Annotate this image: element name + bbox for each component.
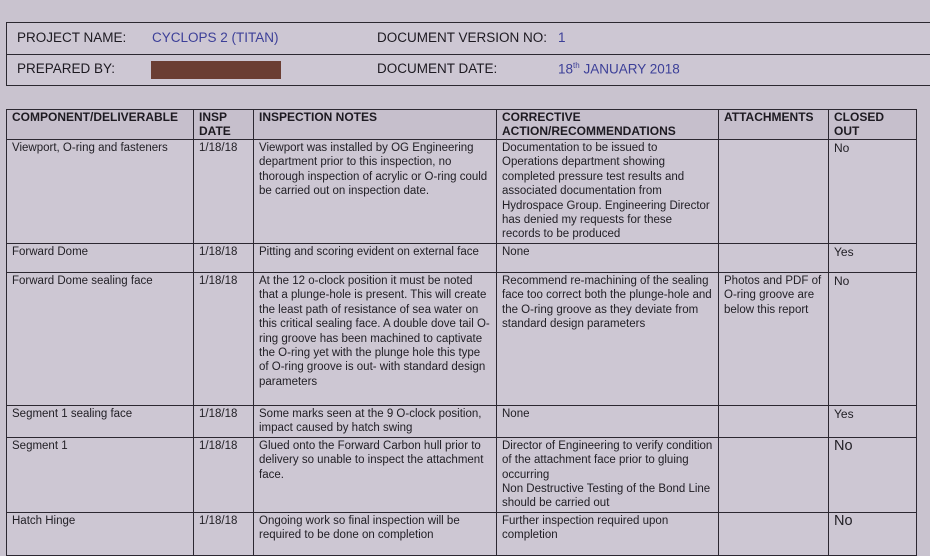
cell-attachments (719, 406, 829, 438)
col-header-closed-out: CLOSED OUT (829, 110, 917, 140)
cell-attachments (719, 244, 829, 273)
cell-corrective-action: Director of Engineering to verify condition of the attachment face prior to gluing occurring Non Destructive Testing of the Bond Line should be carried out (497, 437, 719, 512)
cell-inspection-notes: Pitting and scoring evident on external face (254, 244, 497, 273)
document-header (6, 22, 930, 86)
inspection-table (6, 109, 917, 556)
document-version-value: 1 (558, 30, 566, 45)
cell-inspection-notes: Some marks seen at the 9 O-clock position, impact caused by hatch swing (254, 406, 497, 438)
date-suffix: th (573, 61, 580, 70)
date-day: 18 (558, 61, 574, 77)
cell-component: Segment 1 (7, 437, 194, 512)
cell-attachments (719, 512, 829, 555)
prepared-by-label: PREPARED BY: (17, 61, 116, 76)
cell-attachments: Photos and PDF of O-ring groove are below this report (719, 273, 829, 406)
col-header-attachments: ATTACHMENTS (719, 110, 829, 140)
col-header-corrective-action: CORRECTIVE ACTION/RECOMMENDATIONS (497, 110, 719, 140)
col-header-insp-date: INSP DATE (194, 110, 254, 140)
cell-insp-date: 1/18/18 (194, 273, 254, 406)
cell-component: Segment 1 sealing face (7, 406, 194, 438)
cell-corrective-action: None (497, 406, 719, 438)
cell-attachments (719, 437, 829, 512)
cell-corrective-action: Further inspection required upon completion (497, 512, 719, 555)
table-row (7, 244, 917, 273)
document-version-label: DOCUMENT VERSION NO: (377, 30, 548, 45)
cell-insp-date: 1/18/18 (194, 512, 254, 555)
table-row (7, 437, 917, 512)
project-name-value: CYCLOPS 2 (TITAN) (152, 30, 279, 45)
cell-insp-date: 1/18/18 (194, 406, 254, 438)
table-row (7, 273, 917, 406)
cell-component: Forward Dome (7, 244, 194, 273)
cell-component: Viewport, O-ring and fasteners (7, 140, 194, 244)
cell-component: Forward Dome sealing face (7, 273, 194, 406)
header-row-prepared (7, 54, 930, 85)
cell-closed-out: No (829, 512, 917, 555)
cell-closed-out: No (829, 273, 917, 406)
table-row (7, 406, 917, 438)
cell-inspection-notes: Ongoing work so final inspection will be required to be done on completion (254, 512, 497, 555)
header-row-project (7, 23, 930, 55)
cell-insp-date: 1/18/18 (194, 437, 254, 512)
cell-inspection-notes: At the 12 o-clock position it must be noted that a plunge-hole is present. This will create the least path of resistance of sea water on this critical sealing face. A double dove tail O-ring groove has been machined to captivate the O-ring yet with the plunge hole this type of O-ring groove is out- with standard design parameters (254, 273, 497, 406)
cell-component: Hatch Hinge (7, 512, 194, 555)
table-row (7, 140, 917, 244)
date-rest: JANUARY 2018 (579, 61, 680, 77)
cell-closed-out: Yes (829, 406, 917, 438)
project-name-label: PROJECT NAME: (17, 30, 127, 45)
document-date-value (558, 61, 680, 77)
cell-inspection-notes: Viewport was installed by OG Engineering department prior to this inspection, no thorough inspection of acrylic or O-ring could be carried out on inspection date. (254, 140, 497, 244)
col-header-inspection-notes: INSPECTION NOTES (254, 110, 497, 140)
table-header-row (7, 110, 917, 140)
cell-closed-out: No (829, 140, 917, 244)
col-header-component: COMPONENT/DELIVERABLE (7, 110, 194, 140)
cell-closed-out: No (829, 437, 917, 512)
cell-corrective-action: Documentation to be issued to Operations department showing completed pressure test results and associated documentation from Hydrospace Group. Engineering Director has denied my requests for these records to be produced (497, 140, 719, 244)
table-row (7, 512, 917, 555)
document-date-label: DOCUMENT DATE: (377, 61, 498, 76)
redacted-name-block (151, 61, 281, 79)
cell-corrective-action: None (497, 244, 719, 273)
cell-corrective-action: Recommend re-machining of the sealing face too correct both the plunge-hole and the O-ring groove as they deviate from standard design parameters (497, 273, 719, 406)
cell-attachments (719, 140, 829, 244)
cell-insp-date: 1/18/18 (194, 244, 254, 273)
cell-insp-date: 1/18/18 (194, 140, 254, 244)
cell-closed-out: Yes (829, 244, 917, 273)
cell-inspection-notes: Glued onto the Forward Carbon hull prior to delivery so unable to inspect the attachment face. (254, 437, 497, 512)
